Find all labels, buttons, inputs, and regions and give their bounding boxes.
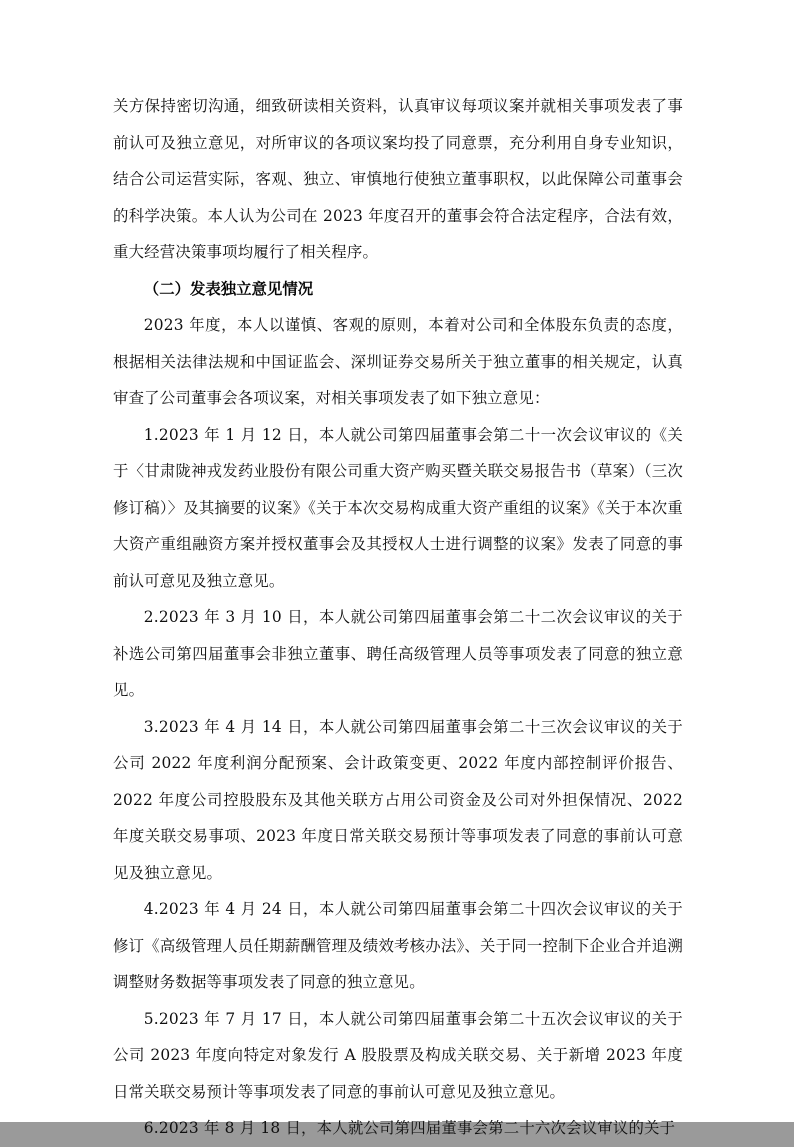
opinion-item-2: 2.2023 年 3 月 10 日，本人就公司第四届董事会第二十二次会议审议的关于补选公司第四届董事会非独立董事、聘任高级管理人员等事项发表了同意的独立意见。: [113, 608, 683, 699]
paragraph-intro: 2023 年度，本人以谨慎、客观的原则，本着对公司和全体股东负责的态度，根据相关法律法规和中国证监会、深圳证券交易所关于独立董事的相关规定，认真审查了公司董事会各项议案，对相关事项发表了如下独立意见：: [113, 316, 683, 407]
opinion-item-6: 6.2023 年 8 月 18 日，本人就公司第四届董事会第二十六次会议审议的关于: [143, 1119, 676, 1137]
opinion-item-1: 1.2023 年 1 月 12 日，本人就公司第四届董事会第二十一次会议审议的《关于〈甘肃陇神戎发药业股份有限公司重大资产购买暨关联交易报告书（草案）（三次修订稿）〉及其摘要的议案》《关于本次交易构成重大资产重组的议案》《关于本次重大资产重组融资方案并授权董事会及其授权人士进行调整的议案》发表了同意的事前认可意见及独立意见。: [113, 425, 683, 590]
opinion-item-4: 4.2023 年 4 月 24 日，本人就公司第四届董事会第二十四次会议审议的关于修订《高级管理人员任期薪酬管理及绩效考核办法》、关于同一控制下企业合并追溯调整财务数据等事项发表了同意的独立意见。: [113, 900, 683, 991]
paragraph-continued: 关方保持密切沟通，细致研读相关资料，认真审议每项议案并就相关事项发表了事前认可及独立意见，对所审议的各项议案均投了同意票，充分利用自身专业知识，结合公司运营实际，客观、独立、审慎地行使独立董事职权，以此保障公司董事会的科学决策。本人认为公司在 2023 年度召开的董事会符合法定程序，合法有效，重大经营决策事项均履行了相关程序。: [113, 97, 683, 261]
page-content: [113, 88, 683, 1147]
opinion-item-5: 5.2023 年 7 月 17 日，本人就公司第四届董事会第二十五次会议审议的关于公司 2023 年度向特定对象发行 A 股股票及构成关联交易、关于新增 2023 年度日常关联交易预计等事项发表了同意的事前认可意见及独立意见。: [113, 1009, 683, 1101]
opinion-item-3: 3.2023 年 4 月 14 日，本人就公司第四届董事会第二十三次会议审议的关于公司 2022 年度利润分配预案、会计政策变更、2022 年度内部控制评价报告、2022 年度公司控股股东及其他关联方占用公司资金及公司对外担保情况、2022 年度关联交易事项、2023 年度日常关联交易预计等事项发表了同意的事前认可意见及独立意见。: [113, 717, 683, 882]
section-heading: （二）发表独立意见情况: [143, 279, 314, 298]
